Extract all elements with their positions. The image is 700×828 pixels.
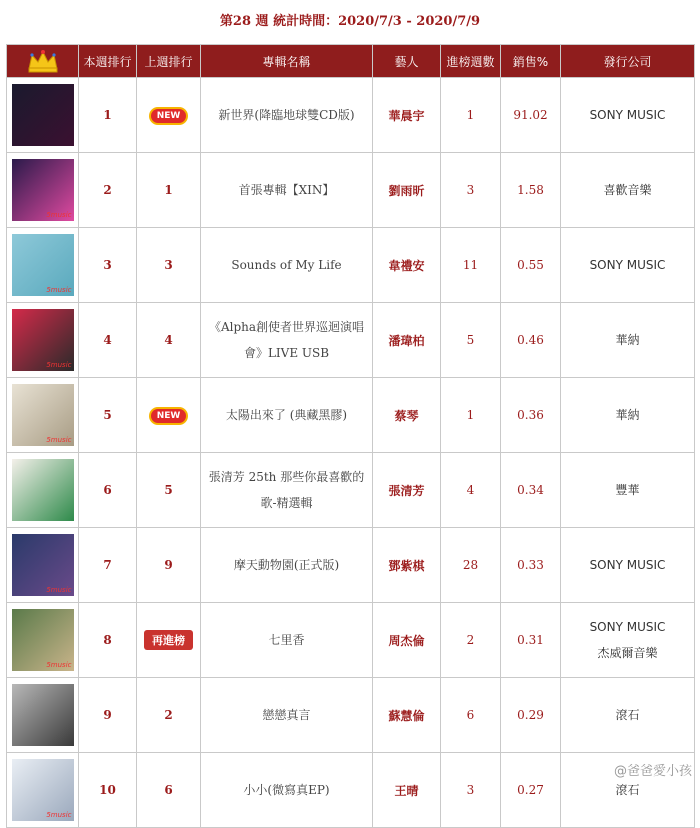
- reentry-badge: 再進榜: [144, 630, 193, 650]
- sales-percent: 91.02: [501, 78, 561, 153]
- record-company: [561, 378, 695, 453]
- album-name-line: 太陽出來了 (典藏黑膠): [225, 408, 348, 422]
- artist-name: 潘瑋柏: [373, 303, 441, 378]
- weeks-on-chart: 6: [441, 678, 501, 753]
- crown-icon: [26, 49, 60, 73]
- table-row: [7, 153, 695, 228]
- cover-tag: 5music: [46, 811, 72, 819]
- artist-name: 華晨宇: [373, 78, 441, 153]
- record-company: [561, 303, 695, 378]
- sales-percent: 0.31: [501, 603, 561, 678]
- record-company: [561, 603, 695, 678]
- rank-this-week: 7: [79, 528, 137, 603]
- cover-cell: [7, 603, 79, 678]
- rank-this-week: 8: [79, 603, 137, 678]
- header-artist: 藝人: [373, 45, 441, 78]
- sales-percent: 1.58: [501, 153, 561, 228]
- rank-last-week: 6: [137, 753, 201, 828]
- album-name-line: 歌-精選輯: [260, 496, 313, 510]
- cover-tag: 5music: [46, 586, 72, 594]
- cover-tag: 5music: [46, 211, 72, 219]
- table-header-row: [7, 45, 695, 78]
- weeks-on-chart: 11: [441, 228, 501, 303]
- header-sales: 銷售%: [501, 45, 561, 78]
- cover-cell: [7, 453, 79, 528]
- table-row: [7, 603, 695, 678]
- sales-percent: 0.36: [501, 378, 561, 453]
- cover-tag: 5music: [46, 361, 72, 369]
- sales-percent: 0.33: [501, 528, 561, 603]
- table-row: [7, 528, 695, 603]
- company-line: 滾石: [615, 783, 640, 797]
- watermark: @爸爸愛小孩: [613, 764, 692, 779]
- album-name: [201, 303, 373, 378]
- header-album: 專輯名稱: [201, 45, 373, 78]
- artist-name: 張清芳: [373, 453, 441, 528]
- table-row: [7, 78, 695, 153]
- rank-this-week: 4: [79, 303, 137, 378]
- album-name-line: 首張專輯【XIN】: [238, 183, 335, 197]
- album-name: [201, 228, 373, 303]
- artist-name: 蘇慧倫: [373, 678, 441, 753]
- album-name-line: 小小(微寫真EP): [243, 783, 330, 797]
- album-name: [201, 78, 373, 153]
- rank-last-week: [137, 78, 201, 153]
- table-row: [7, 303, 695, 378]
- album-name: [201, 753, 373, 828]
- header-last-week: 上週排行: [137, 45, 201, 78]
- record-company: [561, 453, 695, 528]
- weeks-on-chart: 5: [441, 303, 501, 378]
- cover-tag: 5music: [46, 436, 72, 444]
- album-name: [201, 153, 373, 228]
- record-company: [561, 153, 695, 228]
- album-name-line: 會》LIVE USB: [243, 346, 330, 360]
- rank-last-week: 9: [137, 528, 201, 603]
- weeks-on-chart: 28: [441, 528, 501, 603]
- album-name-line: 七里香: [268, 633, 305, 647]
- album-name: [201, 603, 373, 678]
- album-cover-image: [12, 684, 74, 746]
- table-row: [7, 453, 695, 528]
- record-company: [561, 228, 695, 303]
- album-name: [201, 528, 373, 603]
- cover-cell: [7, 228, 79, 303]
- company-line: SONY MUSIC: [589, 558, 666, 572]
- rank-this-week: 3: [79, 228, 137, 303]
- table-row: [7, 753, 695, 828]
- album-name-line: 摩天動物園(正式版): [233, 558, 340, 572]
- artist-name: 蔡琴: [373, 378, 441, 453]
- company-line: 豐華: [615, 483, 640, 497]
- sales-percent: 0.27: [501, 753, 561, 828]
- rank-this-week: 10: [79, 753, 137, 828]
- new-badge: NEW: [151, 409, 187, 423]
- album-chart-table: [6, 44, 695, 828]
- cover-cell: [7, 153, 79, 228]
- table-row: [7, 228, 695, 303]
- album-cover-image: [12, 309, 74, 371]
- album-name-line: 張清芳 25th 那些你最喜歡的: [208, 470, 365, 484]
- company-line: 喜歡音樂: [603, 183, 652, 197]
- new-badge: NEW: [151, 109, 187, 123]
- weeks-on-chart: 1: [441, 378, 501, 453]
- artist-name: 周杰倫: [373, 603, 441, 678]
- company-line: 華納: [615, 333, 640, 347]
- album-name-line: 戀戀真言: [262, 708, 311, 722]
- crown-header: [7, 45, 79, 78]
- weeks-on-chart: 3: [441, 753, 501, 828]
- album-name-line: Sounds of My Life: [231, 258, 342, 272]
- table-body: [7, 78, 695, 828]
- company-line: SONY MUSIC: [589, 108, 666, 122]
- sales-percent: 0.46: [501, 303, 561, 378]
- artist-name: 劉雨昕: [373, 153, 441, 228]
- album-cover-image: [12, 459, 74, 521]
- album-cover-image: [12, 234, 74, 296]
- header-this-week: 本週排行: [79, 45, 137, 78]
- rank-last-week: 3: [137, 228, 201, 303]
- cover-cell: [7, 528, 79, 603]
- artist-name: 鄧紫棋: [373, 528, 441, 603]
- rank-last-week: 5: [137, 453, 201, 528]
- weeks-on-chart: 1: [441, 78, 501, 153]
- album-name: [201, 378, 373, 453]
- sales-percent: 0.29: [501, 678, 561, 753]
- sales-percent: 0.34: [501, 453, 561, 528]
- record-company: [561, 678, 695, 753]
- rank-this-week: 1: [79, 78, 137, 153]
- header-company: 發行公司: [561, 45, 695, 78]
- company-line: SONY MUSIC: [589, 620, 666, 634]
- sales-percent: 0.55: [501, 228, 561, 303]
- cover-cell: [7, 378, 79, 453]
- cover-tag: 5music: [46, 286, 72, 294]
- company-line: 杰威爾音樂: [597, 646, 658, 660]
- cover-cell: [7, 303, 79, 378]
- album-cover-image: [12, 84, 74, 146]
- cover-cell: [7, 78, 79, 153]
- record-company: [561, 528, 695, 603]
- album-cover-image: [12, 534, 74, 596]
- table-row: [7, 378, 695, 453]
- record-company: [561, 78, 695, 153]
- weeks-on-chart: 3: [441, 153, 501, 228]
- artist-name: 王晴: [373, 753, 441, 828]
- weeks-on-chart: 2: [441, 603, 501, 678]
- rank-this-week: 2: [79, 153, 137, 228]
- rank-last-week: [137, 603, 201, 678]
- chart-table-wrap: [6, 44, 694, 828]
- page-title: 第28 週 統計時間：2020/7/3 - 2020/7/9: [219, 14, 481, 29]
- rank-last-week: 1: [137, 153, 201, 228]
- rank-this-week: 9: [79, 678, 137, 753]
- rank-this-week: 6: [79, 453, 137, 528]
- album-cover-image: [12, 159, 74, 221]
- cover-cell: [7, 753, 79, 828]
- album-name-line: 新世界(降臨地球雙CD版): [218, 108, 355, 122]
- cover-tag: 5music: [46, 661, 72, 669]
- weeks-on-chart: 4: [441, 453, 501, 528]
- rank-last-week: 4: [137, 303, 201, 378]
- album-name-line: 《Alpha創使者世界巡迴演唱: [208, 320, 365, 334]
- rank-last-week: [137, 378, 201, 453]
- album-cover-image: [12, 759, 74, 821]
- table-row: [7, 678, 695, 753]
- album-cover-image: [12, 609, 74, 671]
- rank-this-week: 5: [79, 378, 137, 453]
- cover-cell: [7, 678, 79, 753]
- company-line: 滾石: [615, 708, 640, 722]
- album-cover-image: [12, 384, 74, 446]
- album-name: [201, 678, 373, 753]
- header-weeks: 進榜週數: [441, 45, 501, 78]
- company-line: 華納: [615, 408, 640, 422]
- artist-name: 韋禮安: [373, 228, 441, 303]
- rank-last-week: 2: [137, 678, 201, 753]
- company-line: SONY MUSIC: [589, 258, 666, 272]
- album-name: [201, 453, 373, 528]
